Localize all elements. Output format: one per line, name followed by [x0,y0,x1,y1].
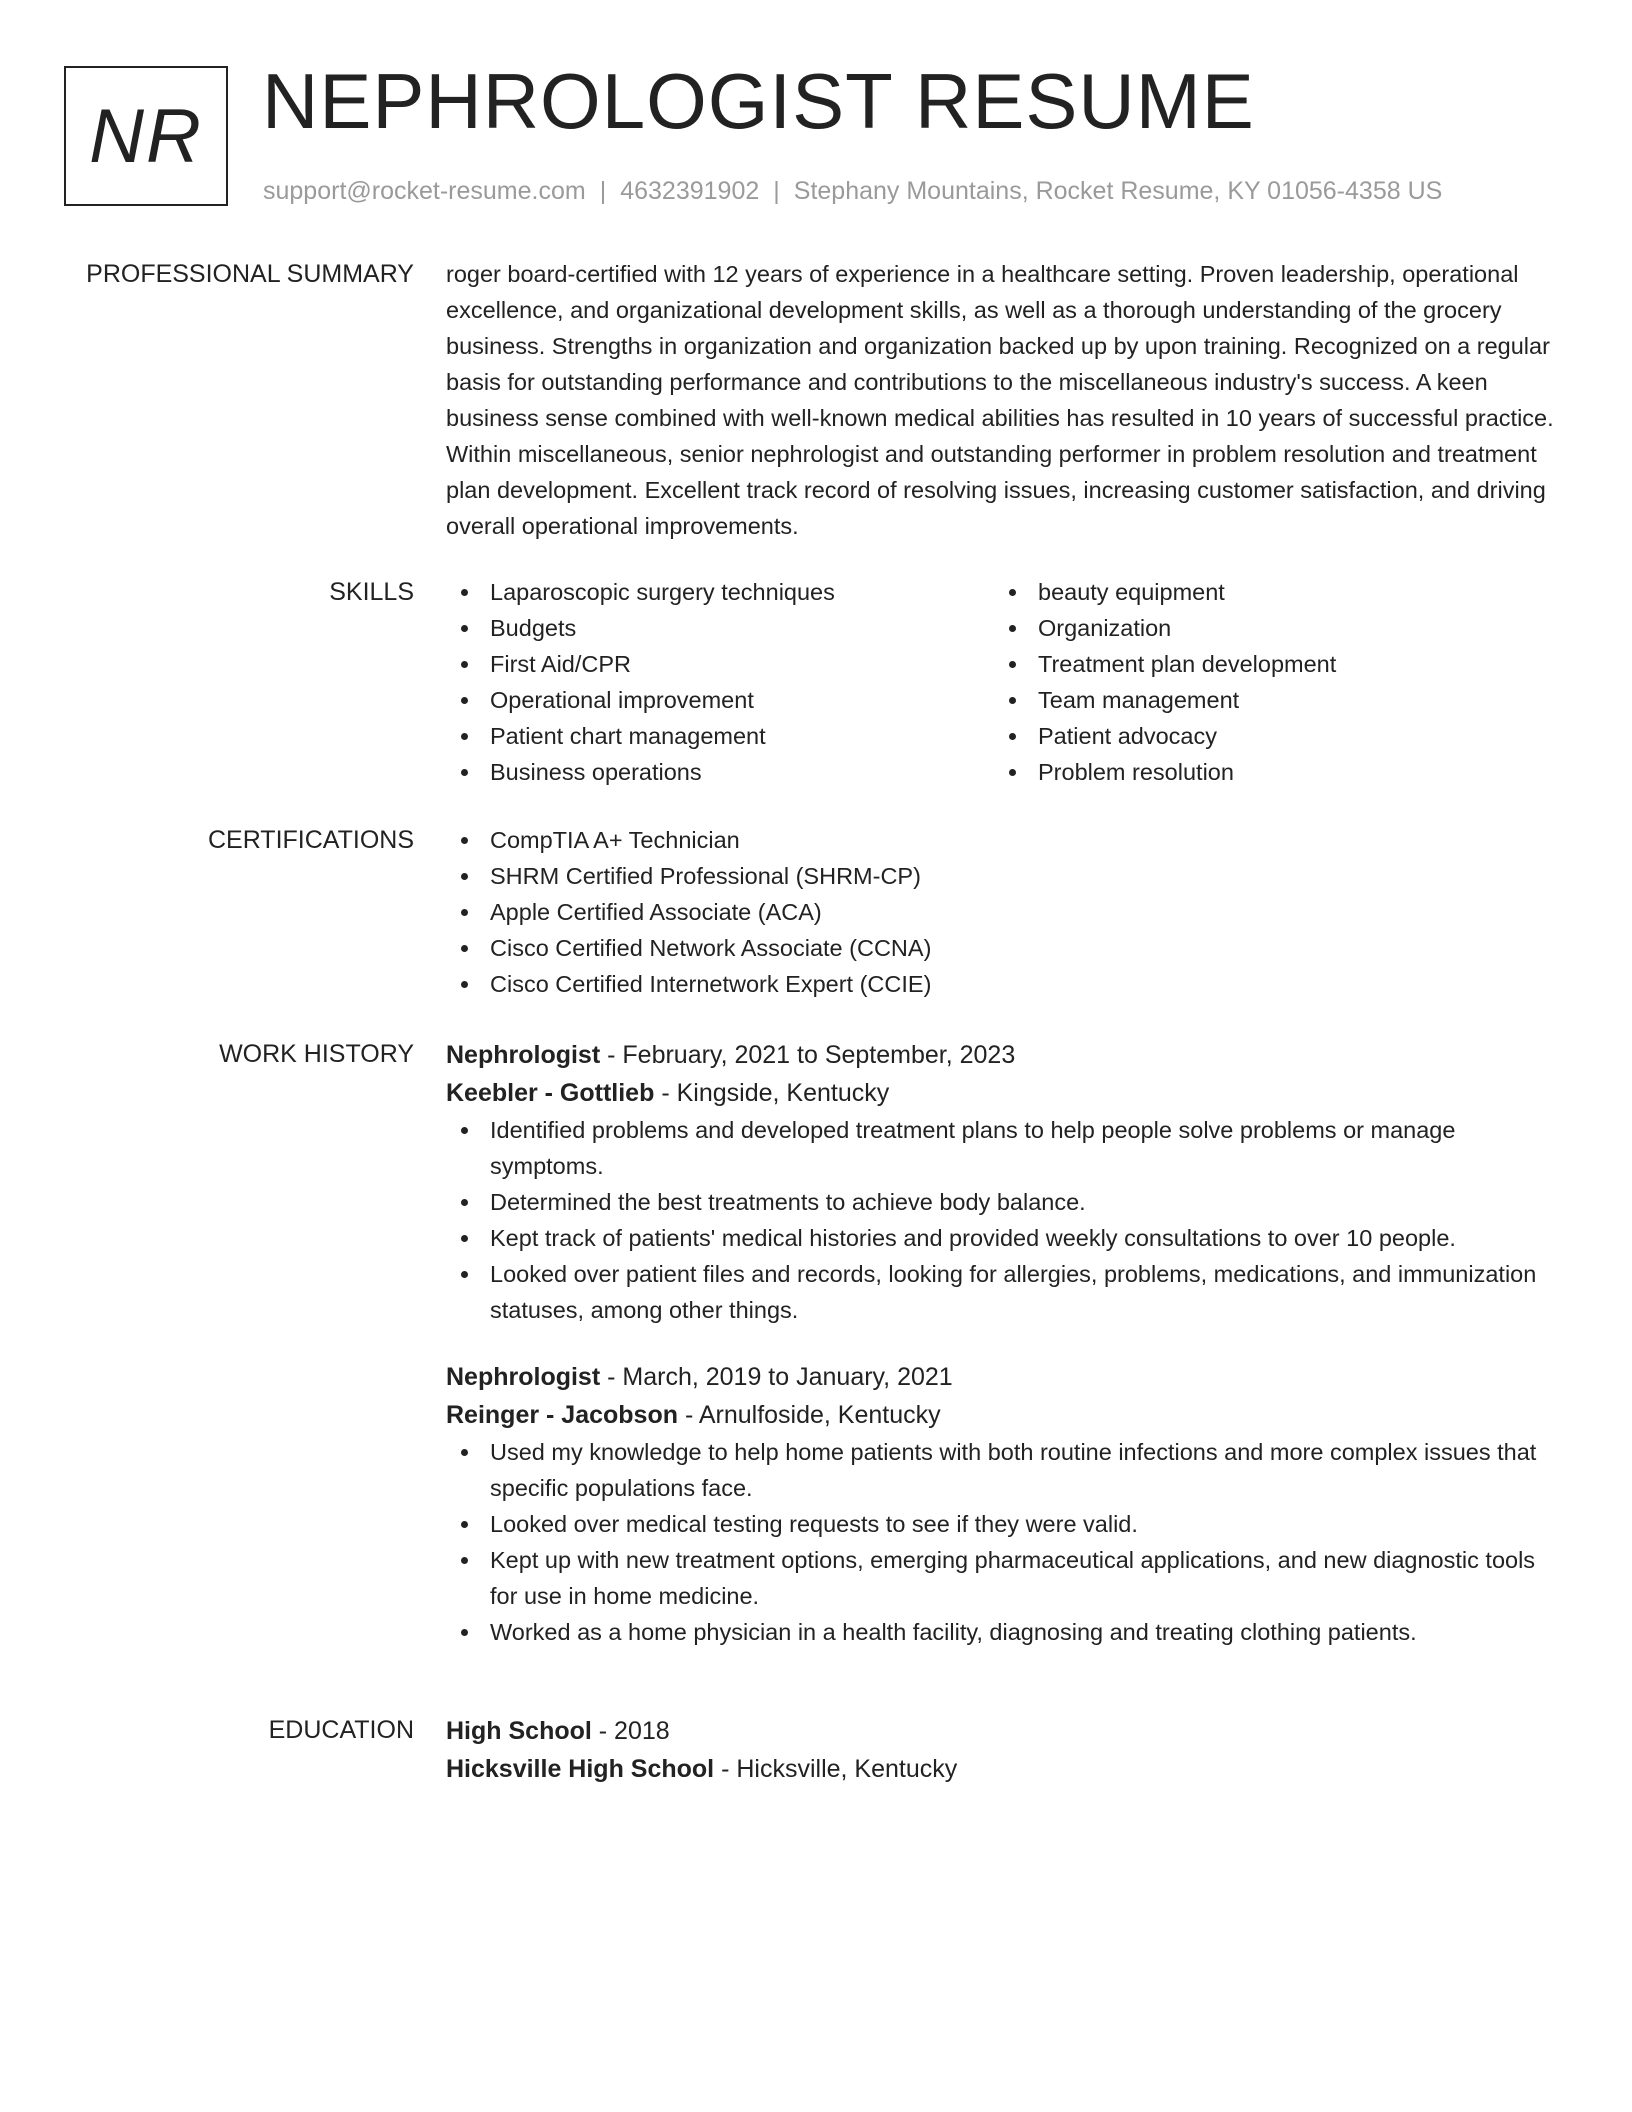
certification-item: Cisco Certified Network Associate (CCNA) [446,930,1561,966]
job-duty: Looked over medical testing requests to see if they were valid. [446,1506,1561,1542]
job-dates: - February, 2021 to September, 2023 [607,1041,1016,1069]
skill-item: beauty equipment [994,574,1542,610]
education-year: - 2018 [598,1717,670,1745]
job-duty: Kept up with new treatment options, emerging pharmaceutical applications, and new diagnostic tools for use in home medicine. [446,1542,1561,1614]
resume-title: NEPHROLOGIST RESUME [262,57,1255,145]
work-history-body [446,1036,1561,1650]
certifications-body [446,822,1561,1002]
education-degree: High School [446,1717,592,1745]
job-dates: - March, 2019 to January, 2021 [607,1363,953,1391]
skill-item: Laparoscopic surgery techniques [446,574,994,610]
job-duty: Identified problems and developed treatment plans to help people solve problems or manage symptoms. [446,1112,1561,1184]
education-location: - Hicksville, Kentucky [721,1755,958,1783]
skill-item: Patient advocacy [994,718,1542,754]
job-company-line [446,1074,1561,1112]
certification-item: Apple Certified Associate (ACA) [446,894,1561,930]
job-duty: Used my knowledge to help home patients with both routine infections and more complex issues that specific populations face. [446,1434,1561,1506]
education-body [446,1712,1561,1788]
job-role-line [446,1358,1561,1396]
job-duty: Determined the best treatments to achieve body balance. [446,1184,1561,1220]
section-title-summary: PROFESSIONAL SUMMARY [86,260,414,288]
education-school: Hicksville High School [446,1755,715,1783]
job-company-line [446,1396,1561,1434]
contact-separator: | [599,177,607,205]
skills-list-left [446,574,994,790]
section-title-work-history: WORK HISTORY [219,1040,414,1068]
section-title-education: EDUCATION [268,1716,414,1744]
job-duties-list [446,1434,1561,1650]
skill-item: Team management [994,682,1542,718]
skills-body [446,574,1561,790]
job-role: Nephrologist [446,1363,601,1391]
skill-item: Operational improvement [446,682,994,718]
job-role-line [446,1036,1561,1074]
contact-address: Stephany Mountains, Rocket Resume, KY 01056-4358 US [793,177,1443,205]
certifications-list [446,822,1561,1002]
job-duties-list [446,1112,1561,1328]
skill-item: Budgets [446,610,994,646]
job-location: - Kingside, Kentucky [661,1079,890,1107]
job-company: Keebler - Gottlieb [446,1079,655,1107]
job-duty: Looked over patient files and records, looking for allergies, problems, medications, and immunization statuses, among other things. [446,1256,1561,1328]
job-entry [446,1036,1561,1328]
skill-item: Patient chart management [446,718,994,754]
contact-email[interactable]: support@rocket-resume.com [263,177,586,205]
job-duty: Worked as a home physician in a health facility, diagnosing and treating clothing patients. [446,1614,1561,1650]
certification-item: SHRM Certified Professional (SHRM-CP) [446,858,1561,894]
section-title-skills: SKILLS [329,578,414,606]
skill-item: Organization [994,610,1542,646]
monogram-logo [64,66,228,206]
skills-list-right [994,574,1542,790]
job-entry [446,1358,1561,1650]
job-duty: Kept track of patients' medical histories and provided weekly consultations to over 10 people. [446,1220,1561,1256]
section-title-certifications: CERTIFICATIONS [207,826,414,854]
summary-text: roger board-certified with 12 years of experience in a healthcare setting. Proven leadership, operational excellence, and organizational development skills, as well as a thorough understanding of the grocery business. Strengths in organization and organization backed up by upon training. Recognized on a regular basis for outstanding performance and contributions to the miscellaneous industry's success. A keen business sense combined with well-known medical abilities has resulted in 10 years of successful practice. Within miscellaneous, senior nephrologist and outstanding performer in problem resolution and treatment plan development. Excellent track record of resolving issues, increasing customer satisfaction, and driving overall operational improvements. [446,261,1554,539]
education-school-line [446,1750,1561,1788]
certification-item: Cisco Certified Internetwork Expert (CCIE) [446,966,1561,1002]
contact-phone[interactable]: 4632391902 [620,177,760,205]
contact-line [263,176,1442,206]
job-role: Nephrologist [446,1041,601,1069]
monogram-initials: NR [89,93,203,179]
skill-item: Business operations [446,754,994,790]
job-company: Reinger - Jacobson [446,1401,678,1429]
skill-item: Problem resolution [994,754,1542,790]
job-location: - Arnulfoside, Kentucky [684,1401,941,1429]
certification-item: CompTIA A+ Technician [446,822,1561,858]
education-degree-line [446,1712,1561,1750]
skill-item: Treatment plan development [994,646,1542,682]
summary-body [446,256,1561,544]
contact-separator: | [773,177,780,205]
skill-item: First Aid/CPR [446,646,994,682]
